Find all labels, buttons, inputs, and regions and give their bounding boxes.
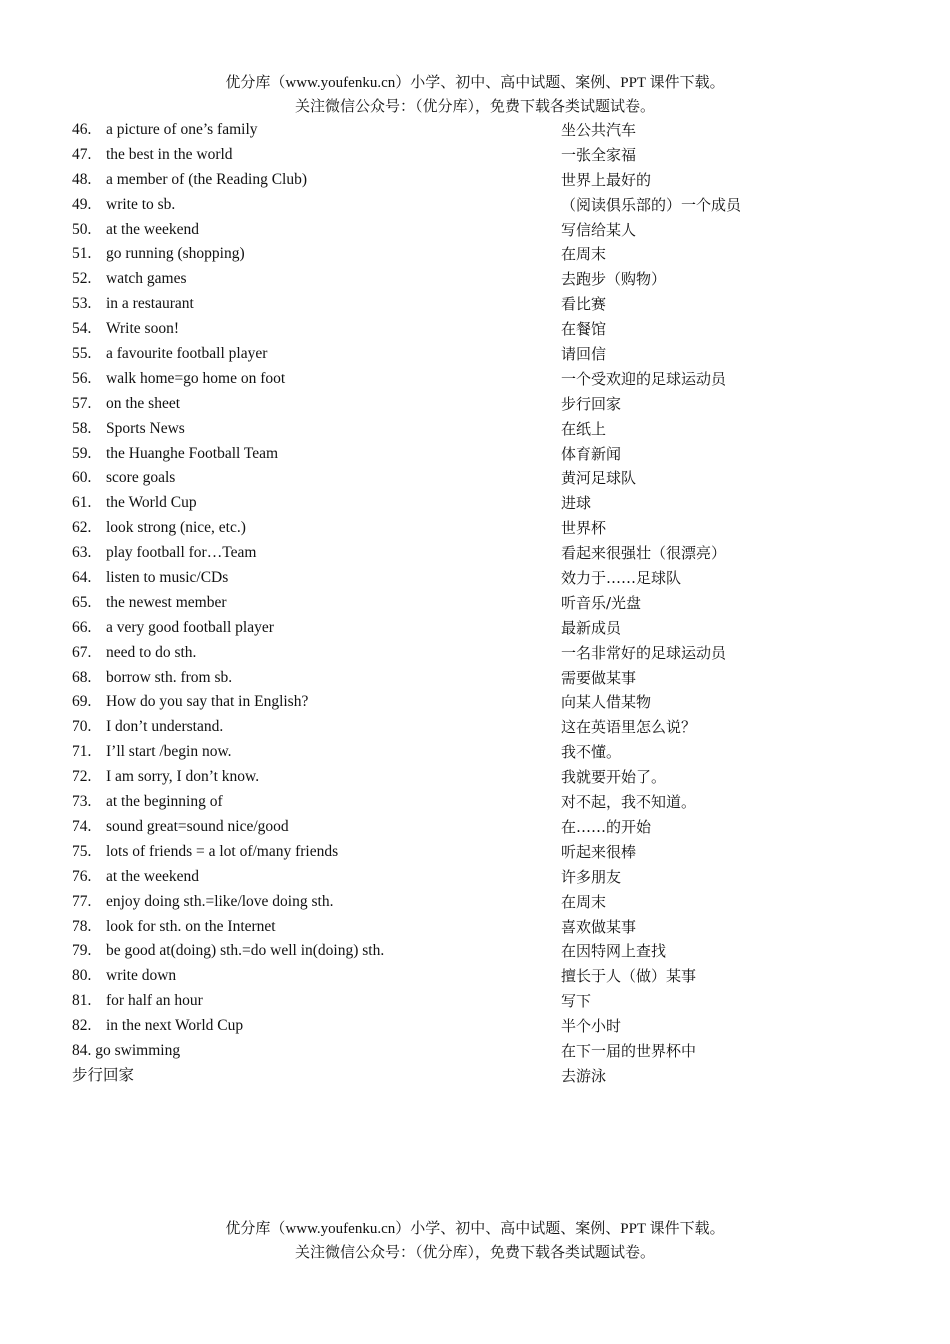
- item-number: 67.: [72, 643, 92, 661]
- page-header: [0, 71, 950, 119]
- list-item: [72, 317, 892, 342]
- item-number: 55.: [72, 345, 92, 363]
- list-item: [72, 939, 892, 964]
- item-number: 65.: [72, 593, 92, 611]
- list-item: [72, 168, 892, 193]
- chinese-translation: 体育新闻: [561, 444, 622, 463]
- list-item: [72, 491, 892, 516]
- list-item: [72, 865, 892, 890]
- list-item: [72, 690, 892, 715]
- chinese-translation: 许多朋友: [561, 867, 622, 886]
- chinese-translation: 世界上最好的: [561, 170, 652, 189]
- list-item: [72, 267, 892, 292]
- item-number: 63.: [72, 544, 92, 562]
- chinese-translation: 在餐馆: [561, 320, 607, 339]
- english-phrase: go running (shopping): [106, 245, 245, 263]
- list-item: [72, 392, 892, 417]
- chinese-translation: 请回信: [561, 345, 607, 364]
- list-item: [72, 964, 892, 989]
- chinese-translation: 需要做某事: [561, 668, 637, 687]
- chinese-translation: 在……的开始: [561, 817, 652, 836]
- chinese-translation: 向某人借某物: [561, 693, 652, 712]
- english-phrase: the Huanghe Football Team: [106, 444, 279, 462]
- chinese-translation: （阅读俱乐部的）一个成员: [561, 195, 742, 214]
- english-phrase: a very good football player: [106, 618, 274, 636]
- item-number: 64.: [72, 569, 92, 587]
- chinese-translation: 听音乐/光盘: [561, 593, 642, 612]
- item-number: 70.: [72, 718, 92, 736]
- english-phrase: play football for…Team: [106, 544, 257, 562]
- chinese-translation: 一名非常好的足球运动员: [561, 643, 727, 662]
- chinese-translation: 这在英语里怎么说？: [561, 718, 697, 737]
- chinese-translation: 在纸上: [561, 419, 607, 438]
- item-number: 47.: [72, 145, 92, 163]
- english-phrase: borrow sth. from sb.: [106, 668, 233, 686]
- chinese-translation: 看比赛: [561, 295, 607, 314]
- chinese-translation: 步行回家: [561, 394, 622, 413]
- item-number: 60.: [72, 469, 92, 487]
- english-phrase: a favourite football player: [106, 345, 268, 363]
- english-phrase: write down: [106, 967, 177, 985]
- english-phrase: I’ll start /begin now.: [106, 743, 232, 761]
- item-number: 69.: [72, 693, 92, 711]
- item-number: 48.: [72, 170, 92, 188]
- chinese-translation: 写下: [561, 992, 592, 1011]
- item-number: 54.: [72, 320, 92, 338]
- item-number: 51.: [72, 245, 92, 263]
- english-phrase: need to do sth.: [106, 643, 197, 661]
- list-item: [72, 790, 892, 815]
- item-number: 79.: [72, 942, 92, 960]
- list-item: [72, 367, 892, 392]
- list-item: [72, 840, 892, 865]
- chinese-translation: 听起来很棒: [561, 842, 637, 861]
- list-item: [72, 666, 892, 691]
- english-phrase: write to sb.: [106, 195, 176, 213]
- item-number: 77.: [72, 892, 92, 910]
- english-phrase: lots of friends = a lot of/many friends: [106, 842, 339, 860]
- list-item: [72, 715, 892, 740]
- list-item: [72, 143, 892, 168]
- english-phrase: listen to music/CDs: [106, 569, 229, 587]
- english-phrase: a member of (the Reading Club): [106, 170, 308, 188]
- english-phrase: on the sheet: [106, 394, 181, 412]
- item-number: 75.: [72, 842, 92, 860]
- chinese-translation: 去跑步（购物）: [561, 270, 667, 289]
- header-line-1: 优分库（www.youfenku.cn）小学、初中、高中试题、案例、PPT 课件下载。: [225, 75, 725, 91]
- english-phrase: at the weekend: [106, 867, 199, 885]
- item-number: 61.: [72, 494, 92, 512]
- chinese-translation: 黄河足球队: [561, 469, 637, 488]
- english-phrase: 步行回家: [72, 1066, 135, 1084]
- list-item: [72, 442, 892, 467]
- item-number: 82.: [72, 1017, 92, 1035]
- list-item: [72, 218, 892, 243]
- english-phrase: 84. go swimming: [72, 1041, 181, 1059]
- chinese-translation: 看起来很强壮（很漂亮）: [561, 544, 727, 563]
- item-number: 46.: [72, 121, 92, 138]
- english-phrase: Sports News: [106, 419, 185, 437]
- english-phrase: look strong (nice, etc.): [106, 519, 246, 537]
- item-number: 80.: [72, 967, 92, 985]
- item-number: 74.: [72, 817, 92, 835]
- english-phrase: at the weekend: [106, 220, 199, 238]
- list-item: [72, 342, 892, 367]
- english-phrase: enjoy doing sth.=like/love doing sth.: [106, 892, 334, 910]
- chinese-translation: 对不起，我不知道。: [561, 793, 697, 812]
- chinese-translation: 写信给某人: [561, 220, 637, 239]
- chinese-translation: 擅长于人（做）某事: [561, 967, 697, 986]
- chinese-translation: 我不懂。: [561, 743, 622, 762]
- english-phrase: be good at(doing) sth.=do well in(doing) sth.: [106, 942, 385, 960]
- list-item: [72, 242, 892, 267]
- english-phrase: the World Cup: [106, 494, 197, 512]
- item-number: 81.: [72, 992, 92, 1010]
- chinese-translation: 在下一届的世界杯中: [561, 1041, 697, 1060]
- footer-line-2: 关注微信公众号：（优分库），免费下载各类试题试卷。: [294, 1245, 655, 1261]
- chinese-translation: 世界杯: [561, 519, 607, 538]
- item-number: 59.: [72, 444, 92, 462]
- chinese-translation: 我就要开始了。: [561, 768, 667, 787]
- list-item: [72, 989, 892, 1014]
- list-item: [72, 591, 892, 616]
- chinese-translation: 半个小时: [561, 1017, 622, 1036]
- list-item: [72, 616, 892, 641]
- list-item: [72, 1014, 892, 1039]
- list-item: [72, 890, 892, 915]
- list-item: [72, 193, 892, 218]
- list-item: [72, 118, 892, 143]
- english-phrase: in a restaurant: [106, 295, 194, 313]
- list-item: [72, 516, 892, 541]
- chinese-translation: 在周末: [561, 892, 607, 911]
- item-number: 72.: [72, 768, 92, 786]
- page-footer: [0, 1217, 950, 1265]
- chinese-translation: 进球: [561, 494, 592, 513]
- chinese-translation: 在因特网上查找: [561, 942, 667, 961]
- list-item: [72, 641, 892, 666]
- chinese-translation: 坐公共汽车: [561, 121, 637, 139]
- english-phrase: watch games: [106, 270, 187, 288]
- chinese-translation: 一张全家福: [561, 145, 637, 164]
- chinese-translation: 一个受欢迎的足球运动员: [561, 369, 727, 388]
- english-phrase: score goals: [106, 469, 176, 487]
- english-phrase: How do you say that in English?: [106, 693, 309, 711]
- item-number: 50.: [72, 220, 92, 238]
- item-number: 62.: [72, 519, 92, 537]
- list-item: [72, 1039, 892, 1064]
- chinese-translation: 喜欢做某事: [561, 917, 637, 936]
- chinese-translation: 最新成员: [561, 618, 622, 637]
- item-number: 73.: [72, 793, 92, 811]
- list-item: [72, 541, 892, 566]
- english-phrase: the newest member: [106, 593, 227, 611]
- list-item: [72, 815, 892, 840]
- item-number: 66.: [72, 618, 92, 636]
- english-phrase: walk home=go home on foot: [106, 369, 286, 387]
- english-phrase: for half an hour: [106, 992, 203, 1010]
- english-phrase: the best in the world: [106, 145, 233, 163]
- vocabulary-list: [72, 118, 892, 1089]
- list-item: [72, 740, 892, 765]
- english-phrase: Write soon!: [106, 320, 179, 338]
- item-number: 76.: [72, 867, 92, 885]
- english-phrase: at the beginning of: [106, 793, 223, 811]
- item-number: 53.: [72, 295, 92, 313]
- english-phrase: a picture of one’s family: [106, 121, 258, 138]
- list-item: [72, 417, 892, 442]
- chinese-translation: 去游泳: [561, 1066, 607, 1085]
- item-number: 57.: [72, 394, 92, 412]
- header-line-2: 关注微信公众号：（优分库），免费下载各类试题试卷。: [294, 99, 655, 115]
- list-item: [72, 292, 892, 317]
- item-number: 71.: [72, 743, 92, 761]
- english-phrase: in the next World Cup: [106, 1017, 244, 1035]
- english-phrase: I am sorry, I don’t know.: [106, 768, 260, 786]
- item-number: 52.: [72, 270, 92, 288]
- list-item: [72, 566, 892, 591]
- chinese-translation: 效力于……足球队: [561, 569, 682, 588]
- footer-line-1: 优分库（www.youfenku.cn）小学、初中、高中试题、案例、PPT 课件下载。: [225, 1221, 725, 1237]
- list-item: [72, 1064, 892, 1089]
- list-item: [72, 915, 892, 940]
- list-item: [72, 466, 892, 491]
- item-number: 56.: [72, 369, 92, 387]
- item-number: 78.: [72, 917, 92, 935]
- list-item: [72, 765, 892, 790]
- item-number: 49.: [72, 195, 92, 213]
- chinese-translation: 在周末: [561, 245, 607, 264]
- english-phrase: sound great=sound nice/good: [106, 817, 289, 835]
- english-phrase: look for sth. on the Internet: [106, 917, 276, 935]
- item-number: 68.: [72, 668, 92, 686]
- item-number: 58.: [72, 419, 92, 437]
- english-phrase: I don’t understand.: [106, 718, 224, 736]
